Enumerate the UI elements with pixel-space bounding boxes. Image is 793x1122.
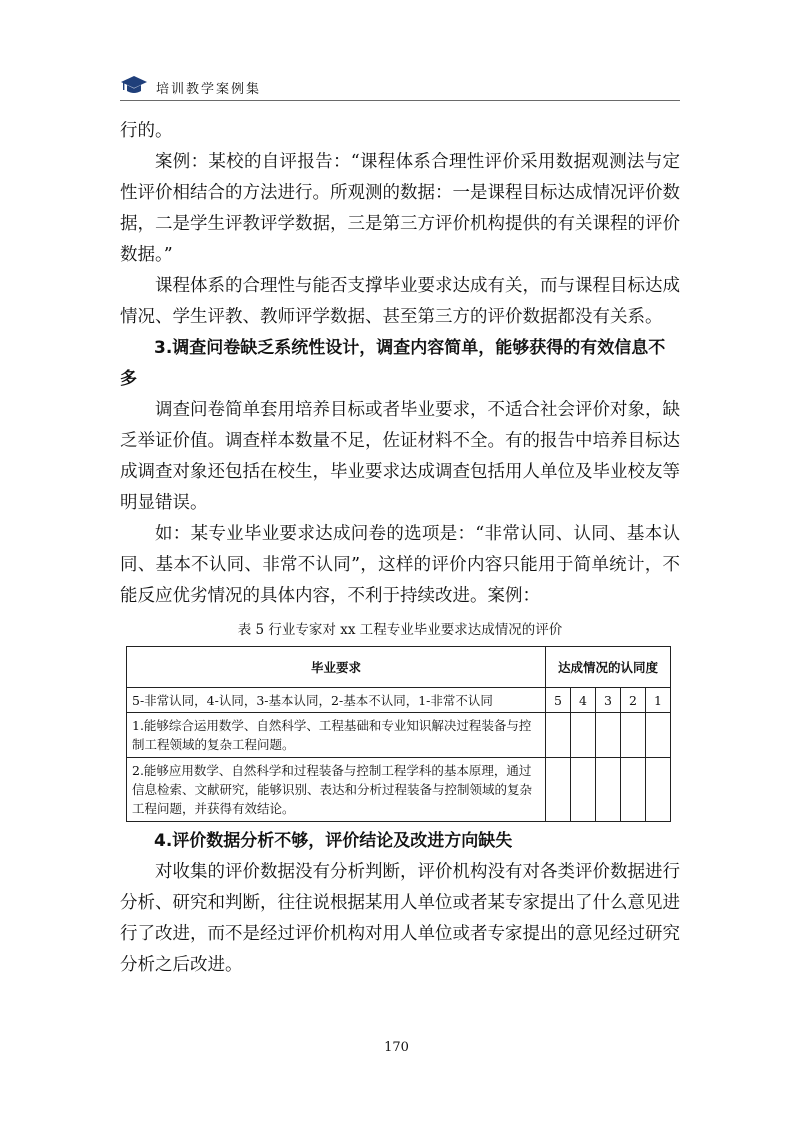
rating-cell[interactable] — [646, 713, 671, 758]
evaluation-table — [126, 646, 671, 822]
rating-cell[interactable] — [596, 758, 621, 822]
paragraph-2: 案例：某校的自评报告：“课程体系合理性评价采用数据观测法与定性评价相结合的方法进行。所观测的数据：一是课程目标达成情况评价数据，二是学生评教评学数据，三是第三方评价机构提供的有关课程的评价数据。” — [120, 152, 680, 265]
score-4: 4 — [571, 688, 596, 713]
page-body — [120, 116, 680, 981]
score-3: 3 — [596, 688, 621, 713]
score-5: 5 — [546, 688, 571, 713]
table-scale-row — [127, 688, 671, 713]
paragraph-5: 如：某专业毕业要求达成问卷的选项是：“非常认同、认同、基本认同、基本不认同、非常不认同”，这样的评价内容只能用于简单统计，不能反应优劣情况的具体内容，不利于持续改进。案例： — [120, 524, 680, 606]
table-row — [127, 758, 671, 822]
score-1: 1 — [646, 688, 671, 713]
rating-cell[interactable] — [646, 758, 671, 822]
rating-cell[interactable] — [571, 758, 596, 822]
requirement-1: 1.能够综合运用数学、自然科学、工程基础和专业知识解决过程装备与控制工程领域的复杂工程问题。 — [127, 713, 546, 758]
table-caption: 表 5 行业专家对 xx 工程专业毕业要求达成情况的评价 — [237, 622, 563, 638]
paragraph-3: 课程体系的合理性与能否支撑毕业要求达成有关，而与课程目标达成情况、学生评教、教师评学数据、甚至第三方的评价数据都没有关系。 — [120, 276, 680, 327]
section-heading-4: 4.评价数据分析不够，评价结论及改进方向缺失 — [154, 831, 513, 851]
header-rule — [120, 100, 680, 101]
paragraph-1: 行的。 — [120, 121, 173, 141]
col-header-requirement: 毕业要求 — [127, 647, 546, 688]
graduation-cap-icon — [120, 74, 148, 96]
paragraph-6: 对收集的评价数据没有分析判断，评价机构没有对各类评价数据进行分析、研究和判断，往往说根据某用人单位或者某专家提出了什么意见进行了改进，而不是经过评价机构对用人单位或者专家提出的意见经过研究分析之后改进。 — [120, 862, 680, 975]
header-title: 培训教学案例集 — [156, 82, 262, 97]
requirement-2: 2.能够应用数学、自然科学和过程装备与控制工程学科的基本原理，通过信息检索、文献研究，能够识别、表达和分析过程装备与控制领域的复杂工程问题，并获得有效结论。 — [127, 758, 546, 822]
page-number: 170 — [384, 1040, 409, 1055]
running-header — [120, 72, 680, 102]
section-heading-3: 3.调查问卷缺乏系统性设计，调查内容简单，能够获得的有效信息不多 — [120, 338, 666, 389]
table-row — [127, 713, 671, 758]
table-header-row — [127, 647, 671, 688]
rating-cell[interactable] — [621, 758, 646, 822]
scale-label: 5-非常认同，4-认同，3-基本认同，2-基本不认同，1-非常不认同 — [127, 688, 546, 713]
rating-cell[interactable] — [621, 713, 646, 758]
col-header-agreement: 达成情况的认同度 — [546, 647, 671, 688]
rating-cell[interactable] — [596, 713, 621, 758]
rating-cell[interactable] — [571, 713, 596, 758]
rating-cell[interactable] — [546, 758, 571, 822]
rating-cell[interactable] — [546, 713, 571, 758]
paragraph-4: 调查问卷简单套用培养目标或者毕业要求，不适合社会评价对象，缺乏举证价值。调查样本数量不足，佐证材料不全。有的报告中培养目标达成调查对象还包括在校生，毕业要求达成调查包括用人单位及毕业校友等明显错误。 — [120, 400, 680, 513]
score-2: 2 — [621, 688, 646, 713]
